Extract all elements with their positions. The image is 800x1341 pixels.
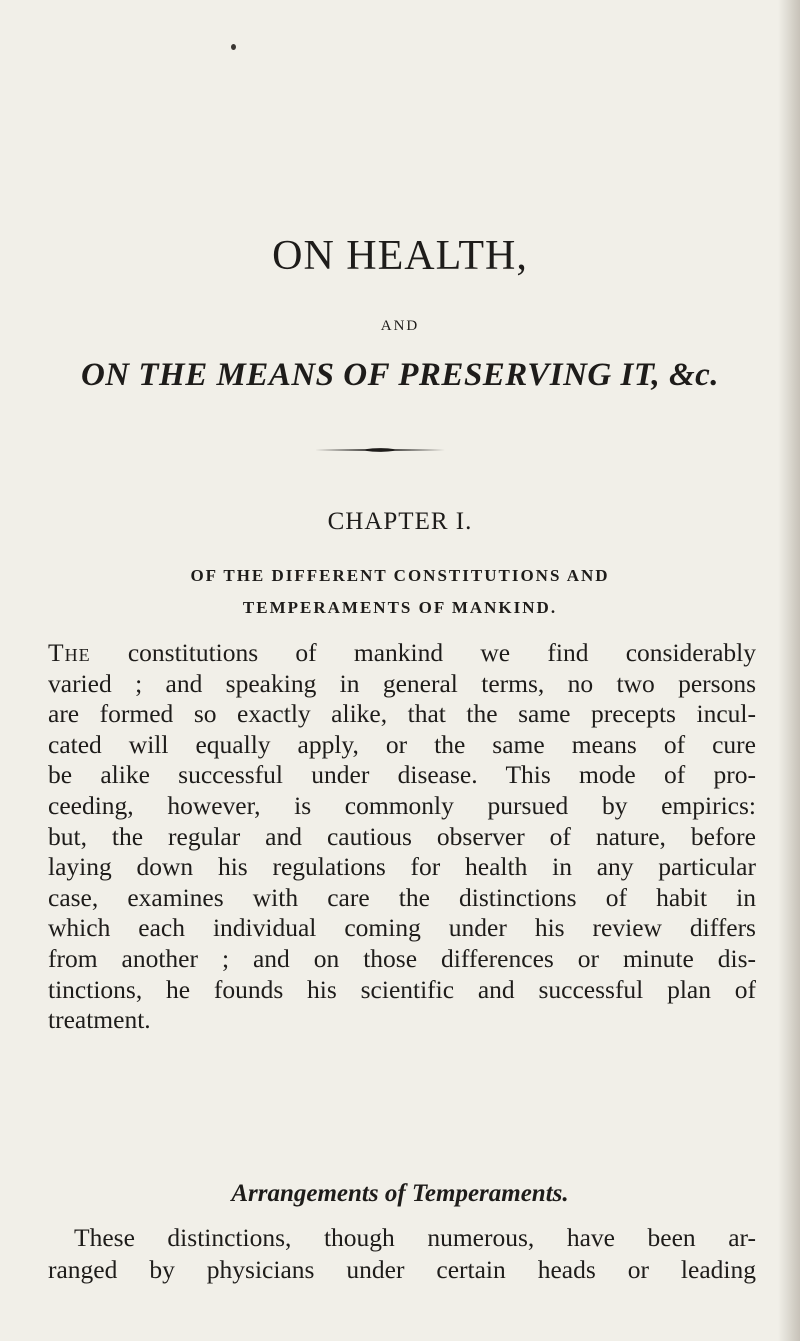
paragraph-line: tinctions, he founds his scientific and successful plan of	[48, 974, 756, 1004]
paragraph-line: ranged by physicians under certain heads or leading	[48, 1255, 756, 1284]
paragraph-line: case, examines with care the distinctions of habit in	[48, 882, 756, 912]
chapter-subheading-line-2: TEMPERAMENTS OF MANKIND.	[242, 598, 558, 617]
page-subtitle: ON THE MEANS OF PRESERVING IT, &c.	[80, 357, 720, 393]
paragraph-line: These distinctions, though numerous, have been ar-	[74, 1223, 756, 1252]
paragraph-line: which each individual coming under his review differs	[48, 913, 756, 943]
body-paragraph-2	[48, 1222, 756, 1286]
paragraph-line: cated will equally apply, or the same means of cure	[48, 729, 756, 759]
paragraph-line: ceeding, however, is commonly pursued by empirics:	[48, 790, 756, 820]
ink-speck	[231, 44, 236, 50]
paragraph-lead-word: The	[48, 638, 91, 667]
section-heading: Arrangements of Temperaments.	[231, 1180, 569, 1207]
paragraph-line: be alike successful under disease. This mode of pro-	[48, 760, 756, 790]
paragraph-line	[48, 638, 756, 669]
chapter-heading: CHAPTER I.	[327, 508, 473, 535]
title-conjunction: AND	[380, 318, 420, 334]
paragraph-line: from another ; and on those differences or minute dis-	[48, 943, 756, 973]
chapter-subheading-line-1: OF THE DIFFERENT CONSTITUTIONS AND	[190, 566, 610, 585]
paragraph-line: varied ; and speaking in general terms, no two persons	[48, 668, 756, 698]
paragraph-line-text: constitutions of mankind we find considerably	[90, 638, 756, 667]
paragraph-line: but, the regular and cautious observer of nature, before	[48, 821, 756, 851]
page-title: ON HEALTH,	[272, 233, 528, 279]
body-paragraph-1	[48, 638, 756, 1036]
paragraph-line: laying down his regulations for health in any particular	[48, 852, 756, 882]
paragraph-line: treatment.	[48, 1005, 151, 1035]
ornamental-rule	[315, 447, 445, 453]
paragraph-line: are formed so exactly alike, that the same precepts incul-	[48, 699, 756, 729]
page-edge-shadow	[778, 0, 800, 1341]
